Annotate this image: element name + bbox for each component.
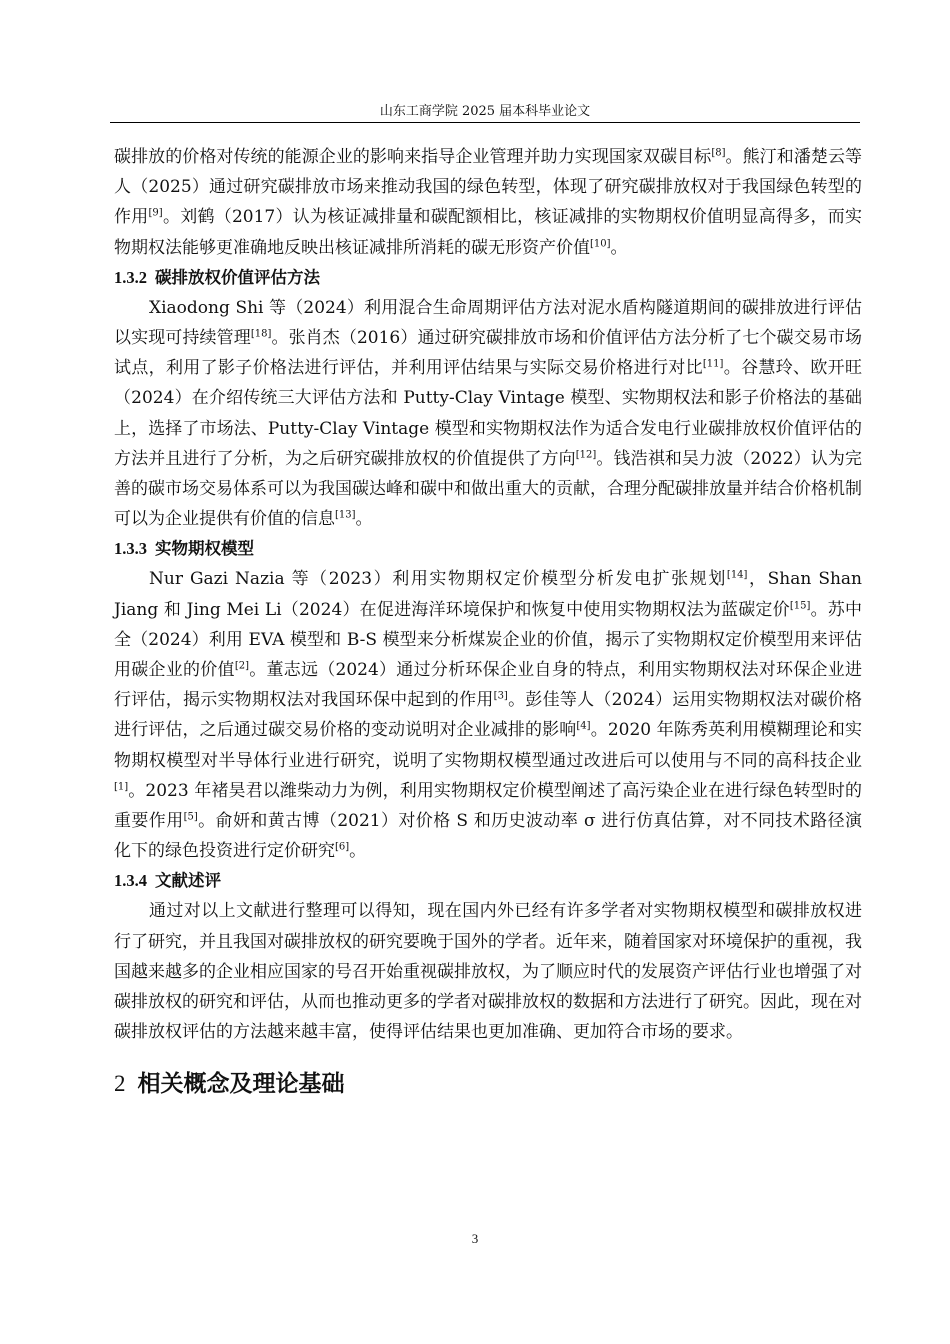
citation-ref: [2] xyxy=(234,660,249,672)
heading-number: 1.3.3 xyxy=(114,539,147,559)
paragraph-text: Xiaodong Shi 等（2024）利用混合生命周期评估方法对泥水盾构隧道期间的碳排放进行评估以实现可持续管理 xyxy=(114,297,862,349)
citation-ref: [14] xyxy=(726,569,748,581)
paragraph-text: 。 xyxy=(610,237,628,258)
section-heading xyxy=(114,534,862,564)
citation-ref: [9] xyxy=(148,207,163,219)
citation-ref: [10] xyxy=(590,237,611,249)
paragraph-text: 。董志远（2024）通过分析环保企业自身的特点，利用实物期权法对环保企业进行评估，揭示实物期权法对我国环保中起到的作用 xyxy=(114,660,863,711)
citation-ref: [5] xyxy=(183,811,198,823)
citation-ref: [15] xyxy=(789,599,811,611)
paragraph-text: 。谷慧玲、欧开旺（2024）在介绍传统三大评估方法和 Putty-Clay Vintage 模型、实物期权法和影子价格法的基础上，选择了市场法、Putty-Clay Vintage 模型和实物期权法作为适合发电行业碳排放权价值评估的方法并且进行了分析，为之后研究碳排放权的价值提供了方向 xyxy=(114,358,863,469)
heading-number: 2 xyxy=(114,1071,126,1097)
paragraph-text: 。俞妍和黄古博（2021）对价格 S 和历史波动率 σ 进行仿真估算，对不同技术路径演化下的绿色投资进行定价研究 xyxy=(114,811,862,862)
paper-body xyxy=(114,142,862,1103)
heading-title: 碳排放权价值评估方法 xyxy=(155,267,320,287)
paragraph-text: ，Shan Shan Jiang 和 Jing Mei Li（2024）在促进海洋环境保护和恢复中使用实物期权法为蓝碳定价 xyxy=(114,569,862,620)
paragraph-text: 。 xyxy=(349,841,367,862)
paragraph xyxy=(114,564,862,866)
citation-ref: [3] xyxy=(493,690,508,702)
paragraph xyxy=(114,142,862,263)
heading-title: 相关概念及理论基础 xyxy=(137,1071,345,1098)
citation-ref: [1] xyxy=(114,781,129,793)
heading-number: 1.3.4 xyxy=(114,871,147,891)
paragraph-text: 。刘鹤（2017）认为核证减排量和碳配额相比，核证减排的实物期权价值明显高得多，而实物期权法能够更准确地反映出核证减排所消耗的碳无形资产价值 xyxy=(114,207,862,258)
section-heading xyxy=(114,866,862,896)
paragraph-text: 。苏中全（2024）利用 EVA 模型和 B-S 模型来分析煤炭企业的价值，揭示了实物期权定价模型用来评估用碳企业的价值 xyxy=(114,599,863,681)
paragraph xyxy=(114,293,862,535)
paragraph-text: 。彭佳等人（2024）运用实物期权法对碳价格进行评估，之后通过碳交易价格的变动说明对企业减排的影响 xyxy=(114,690,863,741)
paragraph-text: Nur Gazi Nazia 等（2023）利用实物期权定价模型分析发电扩张规划 xyxy=(149,569,727,590)
section-heading xyxy=(114,263,862,293)
running-header: 山东工商学院 2025 届本科毕业论文 xyxy=(379,104,591,119)
paragraph xyxy=(114,896,862,1047)
citation-ref: [12] xyxy=(575,449,597,461)
citation-ref: [8] xyxy=(711,147,726,159)
paragraph-text: 。2023 年褚昊君以潍柴动力为例，利用实物期权定价模型阐述了高污染企业在进行绿色转型时的重要作用 xyxy=(114,780,862,832)
header-rule xyxy=(110,122,860,123)
citation-ref: [4] xyxy=(576,720,591,732)
paragraph-text: 。2020 年陈秀英利用模糊理论和实物期权模型对半导体行业进行研究，说明了实物期权模型通过改进后可以使用与不同的高科技企业 xyxy=(114,720,863,771)
citation-ref: [11] xyxy=(702,358,724,370)
paragraph-text: 。熊汀和潘楚云等人（2025）通过研究碳排放市场来推动我国的绿色转型，体现了研究碳排放权对于我国绿色转型的作用 xyxy=(114,147,863,228)
paragraph-text: 。钱浩祺和吴力波（2022）认为完善的碳市场交易体系可以为我国碳达峰和碳中和做出重大的贡献，合理分配碳排放量并结合价格机制可以为企业提供有价值的信息 xyxy=(114,448,863,530)
chapter-heading xyxy=(114,1065,862,1103)
citation-ref: [6] xyxy=(335,841,350,853)
paragraph-text: 。 xyxy=(355,509,373,530)
paragraph-text: 。张肖杰（2016）通过研究碳排放市场和价值评估方法分析了七个碳交易市场试点，利用了影子价格法进行评估，并利用评估结果与实际交易价格进行对比 xyxy=(114,328,863,379)
paragraph-text: 碳排放的价格对传统的能源企业的影响来指导企业管理并助力实现国家双碳目标 xyxy=(114,147,712,167)
heading-title: 实物期权模型 xyxy=(155,539,254,559)
page-number: 3 xyxy=(471,1231,479,1246)
heading-number: 1.3.2 xyxy=(114,267,147,287)
citation-ref: [13] xyxy=(335,509,356,521)
heading-title: 文献述评 xyxy=(155,871,221,891)
paragraph-text: 通过对以上文献进行整理可以得知，现在国内外已经有许多学者对实物期权模型和碳排放权进行了研究，并且我国对碳排放权的研究要晚于国外的学者。近年来，随着国家对环境保护的重视，我国越来越多的企业相应国家的号召开始重视碳排放权，为了顺应时代的发展资产评估行业也增强了对碳排放权的研究和评估，从而也推动更多的学者对碳排放权的数据和方法进行了研究。因此，现在对碳排放权评估的方法越来越丰富，使得评估结果也更加准确、更加符合市场的要求。 xyxy=(114,901,862,1043)
citation-ref: [18] xyxy=(250,328,272,340)
